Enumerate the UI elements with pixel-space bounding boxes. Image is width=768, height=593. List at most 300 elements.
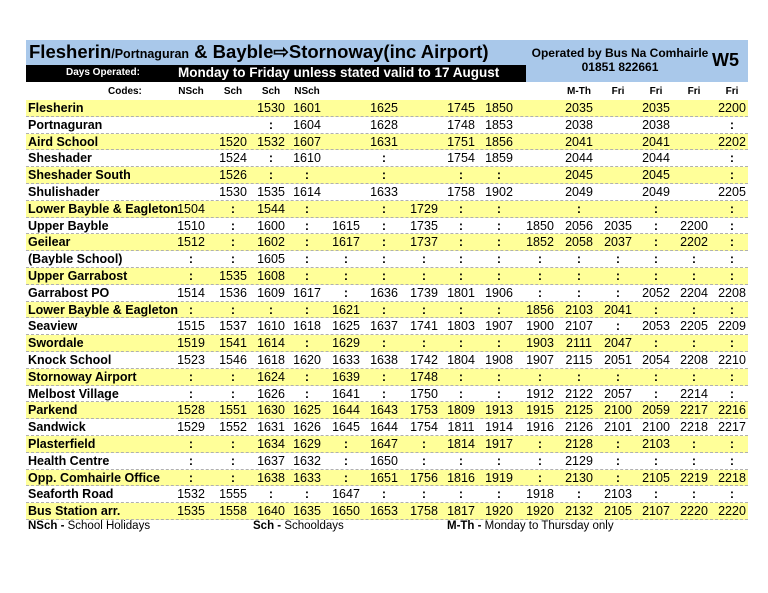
time-cell: 2041 bbox=[604, 302, 632, 317]
table-row bbox=[26, 150, 748, 167]
stop-name: Plasterfield bbox=[28, 437, 96, 451]
time-cell: : bbox=[496, 252, 502, 267]
table-row bbox=[26, 302, 748, 319]
time-cell: 2035 bbox=[565, 101, 593, 115]
stop-name: Lower Bayble & Eagleton bbox=[28, 201, 179, 216]
time-cell: : bbox=[691, 269, 697, 283]
code-header-14: Fri bbox=[725, 86, 739, 97]
time-cell: 1758 bbox=[447, 185, 475, 199]
time-cell: 1856 bbox=[526, 302, 554, 317]
time-cell: 2100 bbox=[642, 420, 670, 435]
time-cell: 1758 bbox=[410, 504, 438, 519]
time-cell: 1912 bbox=[526, 386, 554, 401]
time-cell: 1529 bbox=[177, 420, 205, 435]
time-cell: 1620 bbox=[293, 353, 321, 367]
time-cell: 2105 bbox=[604, 504, 632, 519]
time-cell: : bbox=[691, 487, 697, 502]
time-cell: 1609 bbox=[257, 285, 285, 300]
title-destination: & Bayble⇨Stornoway(inc Airport) bbox=[189, 41, 489, 62]
time-cell: 1629 bbox=[293, 437, 321, 451]
stop-name: Shulishader bbox=[28, 185, 100, 199]
time-cell: 2105 bbox=[642, 470, 670, 485]
time-cell: : bbox=[230, 453, 236, 468]
time-cell: : bbox=[188, 269, 194, 283]
time-cell: : bbox=[381, 487, 387, 502]
time-cell: 2054 bbox=[642, 353, 670, 367]
time-cell: 1524 bbox=[219, 151, 247, 166]
time-cell: : bbox=[458, 302, 464, 317]
time-cell: : bbox=[421, 437, 427, 451]
time-cell: : bbox=[615, 252, 621, 267]
time-cell: 1535 bbox=[219, 269, 247, 283]
stop-name: Sheshader bbox=[28, 151, 92, 166]
time-cell: 1626 bbox=[293, 420, 321, 435]
table-row bbox=[26, 503, 748, 520]
time-cell: 1729 bbox=[410, 201, 438, 216]
table-row bbox=[26, 201, 748, 218]
time-cell: 1852 bbox=[526, 235, 554, 250]
time-cell: 1735 bbox=[410, 218, 438, 233]
time-cell: 1530 bbox=[219, 185, 247, 199]
time-cell: 1750 bbox=[410, 386, 438, 401]
time-cell: : bbox=[691, 369, 697, 384]
time-cell: 1741 bbox=[410, 319, 438, 334]
time-cell: 1801 bbox=[447, 285, 475, 300]
days-operated-bar bbox=[26, 65, 526, 82]
time-cell: : bbox=[615, 470, 621, 485]
time-cell: 1634 bbox=[257, 437, 285, 451]
time-cell: 1859 bbox=[485, 151, 513, 166]
time-cell: 1605 bbox=[257, 252, 285, 267]
table-row bbox=[26, 318, 748, 335]
time-cell: : bbox=[381, 151, 387, 166]
table-row bbox=[26, 268, 748, 285]
time-cell: 1907 bbox=[485, 319, 513, 334]
stop-name: Bus Station arr. bbox=[28, 504, 121, 519]
time-cell: : bbox=[188, 369, 194, 384]
time-cell: 1748 bbox=[447, 117, 475, 132]
legend-mth bbox=[447, 520, 614, 532]
time-cell: : bbox=[188, 252, 194, 267]
time-cell: 1917 bbox=[485, 437, 513, 451]
time-cell: 1913 bbox=[485, 403, 513, 418]
time-cell: 2107 bbox=[642, 504, 670, 519]
time-cell: 2049 bbox=[642, 185, 670, 199]
time-cell: : bbox=[458, 269, 464, 283]
time-cell: 1637 bbox=[370, 319, 398, 334]
time-cell: 1618 bbox=[257, 353, 285, 367]
time-cell: : bbox=[537, 369, 543, 384]
time-cell: 2200 bbox=[680, 218, 708, 233]
time-cell: 1526 bbox=[219, 168, 247, 183]
time-cell: : bbox=[304, 218, 310, 233]
time-cell: : bbox=[653, 369, 659, 384]
time-cell: 2210 bbox=[718, 353, 746, 367]
time-cell: 1650 bbox=[332, 504, 360, 519]
stop-name: Lower Bayble & Eagleton bbox=[28, 302, 179, 317]
stop-name: (Bayble School) bbox=[28, 252, 123, 267]
code-header-10: M-Th bbox=[567, 86, 591, 97]
time-cell: 1745 bbox=[447, 101, 475, 115]
table-row bbox=[26, 436, 748, 453]
time-cell: 1748 bbox=[410, 369, 438, 384]
time-cell: : bbox=[188, 437, 194, 451]
time-cell: : bbox=[496, 168, 502, 183]
time-cell: 2218 bbox=[718, 470, 746, 485]
time-cell: 1535 bbox=[257, 185, 285, 199]
time-cell: 1625 bbox=[332, 319, 360, 334]
time-cell: : bbox=[230, 218, 236, 233]
time-cell: : bbox=[496, 336, 502, 351]
time-cell: 1916 bbox=[526, 420, 554, 435]
time-cell: : bbox=[230, 470, 236, 485]
time-cell: : bbox=[576, 369, 582, 384]
time-cell: 2037 bbox=[604, 235, 632, 250]
time-cell: : bbox=[496, 201, 502, 216]
time-cell: 1907 bbox=[526, 353, 554, 367]
time-cell: : bbox=[537, 285, 543, 300]
time-cell: : bbox=[653, 487, 659, 502]
time-cell: : bbox=[421, 336, 427, 351]
time-cell: 2204 bbox=[680, 285, 708, 300]
legend-sch-code: Sch - bbox=[253, 520, 282, 532]
stop-name: Opp. Comhairle Office bbox=[28, 470, 160, 485]
time-cell: : bbox=[537, 470, 543, 485]
time-cell: : bbox=[381, 235, 387, 250]
stop-name: Aird School bbox=[28, 134, 99, 149]
time-cell: : bbox=[496, 235, 502, 250]
time-cell: 2130 bbox=[565, 470, 593, 485]
time-cell: 1621 bbox=[332, 302, 360, 317]
time-cell: 1626 bbox=[257, 386, 285, 401]
time-cell: : bbox=[343, 437, 349, 451]
time-cell: 1625 bbox=[293, 403, 321, 418]
time-cell: 1614 bbox=[257, 336, 285, 351]
time-cell: : bbox=[458, 168, 464, 183]
operator-phone: 01851 822661 bbox=[581, 60, 659, 74]
table-row bbox=[26, 352, 748, 369]
time-cell: : bbox=[304, 168, 310, 183]
time-cell: 2209 bbox=[718, 319, 746, 334]
time-cell: 1653 bbox=[370, 504, 398, 519]
time-cell: 2107 bbox=[565, 319, 593, 334]
time-cell: 1908 bbox=[485, 353, 513, 367]
time-cell: 1650 bbox=[370, 453, 398, 468]
time-cell: : bbox=[729, 235, 735, 250]
time-cell: 2045 bbox=[642, 168, 670, 183]
time-cell: : bbox=[729, 336, 735, 351]
time-cell: 2103 bbox=[604, 487, 632, 502]
time-cell: : bbox=[576, 201, 582, 216]
time-cell: 1900 bbox=[526, 319, 554, 334]
time-cell: 1902 bbox=[485, 185, 513, 199]
time-cell: 1614 bbox=[293, 185, 321, 199]
time-cell: : bbox=[188, 386, 194, 401]
codes-row bbox=[26, 84, 748, 100]
table-row bbox=[26, 369, 748, 386]
table-row bbox=[26, 251, 748, 268]
time-cell: : bbox=[381, 369, 387, 384]
time-cell: 2038 bbox=[642, 117, 670, 132]
stop-name: Health Centre bbox=[28, 453, 110, 468]
code-header-12: Fri bbox=[649, 86, 663, 97]
time-cell: : bbox=[268, 117, 274, 132]
time-cell: : bbox=[188, 453, 194, 468]
time-cell: 1914 bbox=[485, 420, 513, 435]
time-cell: 1756 bbox=[410, 470, 438, 485]
time-cell: 1643 bbox=[370, 403, 398, 418]
time-cell: 1637 bbox=[257, 453, 285, 468]
time-cell: : bbox=[691, 437, 697, 451]
time-cell: 1519 bbox=[177, 336, 205, 351]
time-cell: 2208 bbox=[680, 353, 708, 367]
time-cell: 1618 bbox=[293, 319, 321, 334]
time-cell: 1535 bbox=[177, 504, 205, 519]
time-cell: 1600 bbox=[257, 218, 285, 233]
time-cell: 1754 bbox=[410, 420, 438, 435]
time-cell: : bbox=[188, 302, 194, 317]
time-cell: : bbox=[653, 453, 659, 468]
time-cell: 1644 bbox=[370, 420, 398, 435]
time-cell: : bbox=[268, 168, 274, 183]
time-cell: : bbox=[304, 369, 310, 384]
time-cell: 1754 bbox=[447, 151, 475, 166]
code-header-3: NSch bbox=[294, 86, 320, 97]
time-cell: : bbox=[458, 386, 464, 401]
table-row bbox=[26, 402, 748, 419]
time-cell: 1737 bbox=[410, 235, 438, 250]
time-cell: : bbox=[615, 319, 621, 334]
time-cell: 2035 bbox=[642, 101, 670, 115]
time-cell: 1856 bbox=[485, 134, 513, 149]
time-cell: 2128 bbox=[565, 437, 593, 451]
table-row bbox=[26, 486, 748, 503]
time-cell: 1639 bbox=[332, 369, 360, 384]
time-cell: 1647 bbox=[370, 437, 398, 451]
time-cell: : bbox=[230, 437, 236, 451]
time-cell: : bbox=[230, 201, 236, 216]
time-cell: 2100 bbox=[604, 403, 632, 418]
time-cell: 1817 bbox=[447, 504, 475, 519]
time-cell: 1920 bbox=[526, 504, 554, 519]
time-cell: : bbox=[230, 386, 236, 401]
operator-name: Operated by Bus Na Comhairle bbox=[531, 46, 709, 60]
time-cell: 2053 bbox=[642, 319, 670, 334]
time-cell: 1919 bbox=[485, 470, 513, 485]
legend-mth-desc: Monday to Thursday only bbox=[481, 520, 614, 532]
stop-name: Upper Garrabost bbox=[28, 269, 128, 283]
time-cell: 1811 bbox=[447, 420, 475, 435]
time-cell: 1804 bbox=[447, 353, 475, 367]
time-cell: 2218 bbox=[680, 420, 708, 435]
table-row bbox=[26, 117, 748, 134]
time-cell: 1809 bbox=[447, 403, 475, 418]
time-cell: : bbox=[304, 235, 310, 250]
stop-name: Stornoway Airport bbox=[28, 369, 137, 384]
table-row bbox=[26, 234, 748, 251]
time-cell: : bbox=[230, 252, 236, 267]
time-cell: 2041 bbox=[565, 134, 593, 149]
time-cell: 1816 bbox=[447, 470, 475, 485]
time-cell: 2205 bbox=[718, 185, 746, 199]
time-cell: : bbox=[343, 252, 349, 267]
time-cell: 2217 bbox=[718, 420, 746, 435]
time-cell: 2208 bbox=[718, 285, 746, 300]
stop-name: Seaview bbox=[28, 319, 78, 334]
time-cell: : bbox=[458, 218, 464, 233]
legend-sch bbox=[253, 520, 344, 532]
legend-mth-code: M-Th - bbox=[447, 520, 482, 532]
time-cell: 1504 bbox=[177, 201, 205, 216]
time-cell: : bbox=[230, 302, 236, 317]
time-cell: 1739 bbox=[410, 285, 438, 300]
time-cell: 1635 bbox=[293, 504, 321, 519]
table-row bbox=[26, 134, 748, 151]
time-cell: : bbox=[576, 285, 582, 300]
time-cell: : bbox=[653, 252, 659, 267]
title-origin: Flesherin bbox=[29, 41, 112, 62]
time-cell: : bbox=[421, 453, 427, 468]
time-cell: 1604 bbox=[293, 117, 321, 132]
time-cell: : bbox=[381, 269, 387, 283]
time-cell: : bbox=[304, 487, 310, 502]
time-cell: 2115 bbox=[565, 353, 593, 367]
time-cell: : bbox=[615, 369, 621, 384]
time-cell: 1555 bbox=[219, 487, 247, 502]
time-cell: 1528 bbox=[177, 403, 205, 418]
time-cell: : bbox=[421, 269, 427, 283]
time-cell: 1601 bbox=[293, 101, 321, 115]
time-cell: 1610 bbox=[293, 151, 321, 166]
time-cell: : bbox=[343, 269, 349, 283]
time-cell: 2202 bbox=[718, 134, 746, 149]
time-cell: 1814 bbox=[447, 437, 475, 451]
codes-label: Codes: bbox=[108, 86, 142, 97]
operator-info bbox=[531, 46, 709, 74]
stop-name: Portnaguran bbox=[28, 117, 103, 132]
time-cell: 2041 bbox=[642, 134, 670, 149]
time-cell: : bbox=[458, 201, 464, 216]
code-header-13: Fri bbox=[687, 86, 701, 97]
table-row bbox=[26, 419, 748, 436]
time-cell: 1617 bbox=[293, 285, 321, 300]
time-cell: 2219 bbox=[680, 470, 708, 485]
time-cell: 1510 bbox=[177, 218, 205, 233]
time-cell: 2129 bbox=[565, 453, 593, 468]
time-cell: 2047 bbox=[604, 336, 632, 351]
time-cell: : bbox=[343, 470, 349, 485]
time-cell: 2044 bbox=[642, 151, 670, 166]
time-cell: : bbox=[576, 252, 582, 267]
time-cell: : bbox=[381, 201, 387, 216]
time-cell: : bbox=[729, 369, 735, 384]
time-cell: 1551 bbox=[219, 403, 247, 418]
time-cell: : bbox=[691, 336, 697, 351]
time-cell: 2200 bbox=[718, 101, 746, 115]
time-cell: : bbox=[729, 201, 735, 216]
time-cell: 2035 bbox=[604, 218, 632, 233]
time-cell: : bbox=[576, 269, 582, 283]
table-row bbox=[26, 218, 748, 235]
time-cell: 1546 bbox=[219, 353, 247, 367]
time-cell: 1631 bbox=[370, 134, 398, 149]
time-cell: 2038 bbox=[565, 117, 593, 132]
time-cell: 2044 bbox=[565, 151, 593, 166]
time-cell: : bbox=[458, 369, 464, 384]
time-cell: 1641 bbox=[332, 386, 360, 401]
time-cell: 1742 bbox=[410, 353, 438, 367]
route-title bbox=[29, 41, 489, 63]
time-cell: 1631 bbox=[257, 420, 285, 435]
time-cell: : bbox=[304, 336, 310, 351]
stop-name: Sheshader South bbox=[28, 168, 131, 183]
time-cell: 1537 bbox=[219, 319, 247, 334]
time-cell: 2056 bbox=[565, 218, 593, 233]
time-cell: 2051 bbox=[604, 353, 632, 367]
time-cell: : bbox=[343, 453, 349, 468]
time-cell: : bbox=[230, 369, 236, 384]
time-cell: 1920 bbox=[485, 504, 513, 519]
time-cell: 1638 bbox=[370, 353, 398, 367]
time-cell: 1633 bbox=[293, 470, 321, 485]
time-cell: : bbox=[381, 336, 387, 351]
time-cell: : bbox=[304, 252, 310, 267]
time-cell: 1632 bbox=[293, 453, 321, 468]
time-cell: 1918 bbox=[526, 487, 554, 502]
time-cell: 1607 bbox=[293, 134, 321, 149]
time-cell: 1512 bbox=[177, 235, 205, 250]
time-cell: : bbox=[268, 487, 274, 502]
time-cell: : bbox=[496, 487, 502, 502]
time-cell: : bbox=[729, 252, 735, 267]
stop-name: Seaforth Road bbox=[28, 487, 114, 502]
time-cell: : bbox=[653, 218, 659, 233]
time-cell: 1628 bbox=[370, 117, 398, 132]
time-cell: : bbox=[381, 252, 387, 267]
time-cell: 2126 bbox=[565, 420, 593, 435]
time-cell: : bbox=[729, 151, 735, 166]
time-cell: 2132 bbox=[565, 504, 593, 519]
time-cell: : bbox=[458, 336, 464, 351]
time-cell: 1544 bbox=[257, 201, 285, 216]
time-cell: : bbox=[537, 269, 543, 283]
time-cell: 2045 bbox=[565, 168, 593, 183]
time-cell: : bbox=[615, 285, 621, 300]
time-cell: : bbox=[729, 302, 735, 317]
time-cell: 2058 bbox=[565, 235, 593, 250]
time-cell: 2101 bbox=[604, 420, 632, 435]
time-cell: : bbox=[458, 235, 464, 250]
time-cell: 1633 bbox=[332, 353, 360, 367]
time-cell: : bbox=[268, 302, 274, 317]
stop-name: Swordale bbox=[28, 336, 84, 351]
time-cell: 1608 bbox=[257, 269, 285, 283]
time-cell: : bbox=[729, 437, 735, 451]
time-cell: : bbox=[381, 302, 387, 317]
time-cell: : bbox=[615, 453, 621, 468]
time-cell: : bbox=[653, 302, 659, 317]
stop-name: Sandwick bbox=[28, 420, 86, 435]
time-cell: : bbox=[653, 269, 659, 283]
time-cell: : bbox=[653, 235, 659, 250]
code-header-0: NSch bbox=[178, 86, 204, 97]
time-cell: 1640 bbox=[257, 504, 285, 519]
days-operated-value: Monday to Friday unless stated valid to 17 August bbox=[178, 65, 500, 80]
time-cell: : bbox=[537, 437, 543, 451]
time-cell: 2059 bbox=[642, 403, 670, 418]
title-origin-alt: /Portnaguran bbox=[111, 47, 190, 61]
time-cell: 2049 bbox=[565, 185, 593, 199]
